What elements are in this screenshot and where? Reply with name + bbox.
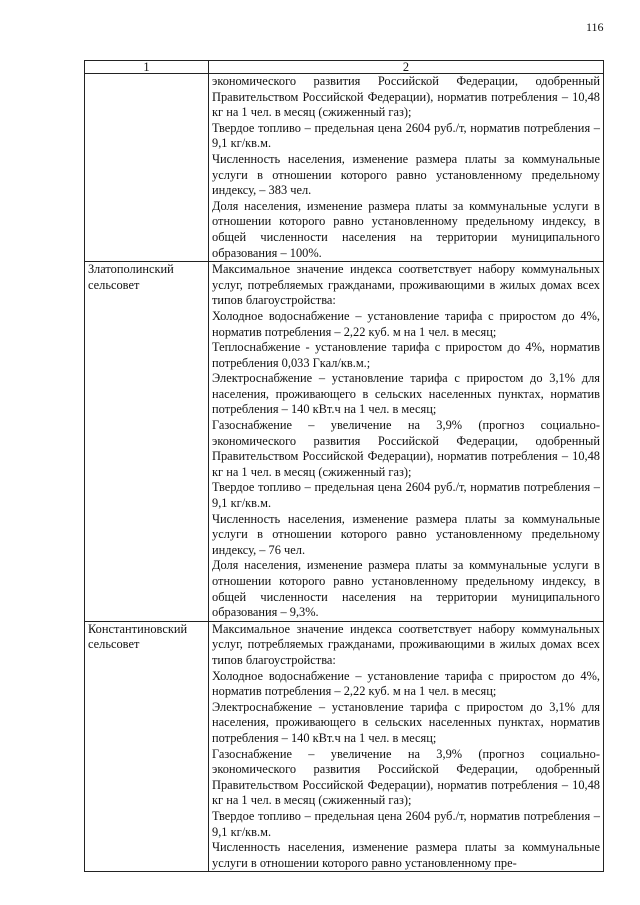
municipality-name: Константиновский сельсовет <box>85 621 209 872</box>
description-paragraph: Электроснабжение – установление тарифа с приростом до 3,1% для населения, проживающего в сельских населенных пунктах, норматив потребления – 140 кВт.ч на 1 чел. в месяц; <box>212 699 600 745</box>
description-paragraph: Газоснабжение – увеличение на 3,9% (прогноз социально-экономического развития Российской Федерации, одобренный Правительством Российской Федерации), норматив потребления – 10,48 кг на 1 чел. в месяц (сжиженный газ); <box>212 746 600 808</box>
column-header-1: 1 <box>85 61 209 74</box>
description-paragraph: Максимальное значение индекса соответствует набору коммунальных услуг, потребляемых гражданами, проживающими в жилых домах всех типов благоустройства: <box>212 262 600 308</box>
header-row <box>85 61 604 74</box>
description-cell <box>209 262 604 622</box>
description-paragraph: Численность населения, изменение размера платы за коммунальные услуги в отношении которого равно установленному предельному индексу, – 383 чел. <box>212 151 600 198</box>
description-paragraph: Холодное водоснабжение – установление тарифа с приростом до 4%, норматив потребления – 2,22 куб. м на 1 чел. в месяц; <box>212 308 600 339</box>
description-paragraph: Твердое топливо – предельная цена 2604 руб./т, норматив потребления – 9,1 кг/кв.м. <box>212 480 600 511</box>
description-paragraph: Твердое топливо – предельная цена 2604 руб./т, норматив потребления – 9,1 кг/кв.м. <box>212 808 600 839</box>
description-paragraph: Твердое топливо – предельная цена 2604 руб./т, норматив потребления – 9,1 кг/кв.м. <box>212 120 600 151</box>
table-row <box>85 74 604 262</box>
description-paragraph: Максимальное значение индекса соответствует набору коммунальных услуг, потребляемых гражданами, проживающими в жилых домах всех типов благоустройства: <box>212 621 600 667</box>
description-paragraph: Доля населения, изменение размера платы за коммунальные услуги в отношении которого равно установленному предельному индексу, в общей численности населения на территории муниципального образования – 100%. <box>212 198 600 260</box>
description-paragraph: Электроснабжение – установление тарифа с приростом до 3,1% для населения, проживающего в сельских населенных пунктах, норматив потребления – 140 кВт.ч на 1 чел. в месяц; <box>212 371 600 417</box>
table-row <box>85 262 604 622</box>
description-cell <box>209 621 604 872</box>
municipality-name <box>85 74 209 262</box>
description-paragraph: Численность населения, изменение размера платы за коммунальные услуги в отношении которого равно установленному предельному индексу, – 76 чел. <box>212 511 600 557</box>
description-paragraph: экономического развития Российской Федерации, одобренный Правительством Российской Федерации), норматив потребления – 10,48 кг на 1 чел. в месяц (сжиженный газ); <box>212 74 600 120</box>
municipality-name: Златополинский сельсовет <box>85 262 209 622</box>
page-number: 116 <box>586 20 604 34</box>
description-paragraph: Доля населения, изменение размера платы за коммунальные услуги в отношении которого равно установленному предельному индексу, в общей численности населения на территории муниципального образования – 9,3%. <box>212 558 600 620</box>
description-cell <box>209 74 604 262</box>
data-table <box>84 60 604 872</box>
description-paragraph: Газоснабжение – увеличение на 3,9% (прогноз социально-экономического развития Российской Федерации, одобренный Правительством Российской Федерации), норматив потребления – 10,48 кг на 1 чел. в месяц (сжиженный газ); <box>212 418 600 479</box>
description-paragraph: Холодное водоснабжение – установление тарифа с приростом до 4%, норматив потребления – 2,22 куб. м на 1 чел. в месяц; <box>212 668 600 699</box>
description-paragraph: Теплоснабжение - установление тарифа с приростом до 4%, норматив потребления 0,033 Гкал/кв.м.; <box>212 340 600 370</box>
table-row <box>85 621 604 872</box>
column-header-2: 2 <box>209 61 604 74</box>
description-paragraph: Численность населения, изменение размера платы за коммунальные услуги в отношении которого равно установленному пре- <box>212 840 600 870</box>
